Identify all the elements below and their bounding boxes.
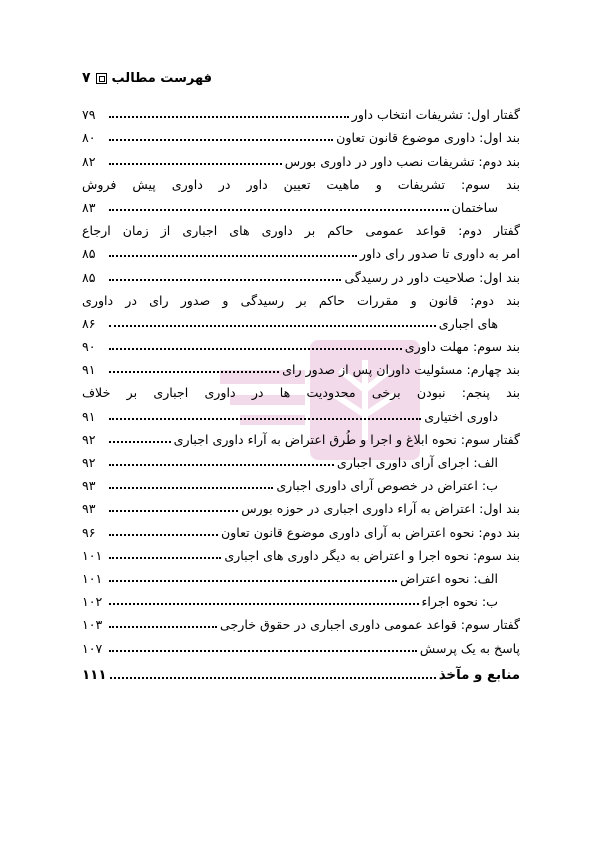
toc-entry [82, 100, 520, 123]
toc-entry [82, 170, 520, 193]
dot-leader [109, 371, 279, 373]
dot-leader [109, 279, 341, 281]
toc-entry [82, 193, 520, 216]
toc-entry-title: بند چهارم: مسئولیت داوران پس از صدور رای [282, 362, 520, 378]
dot-leader [109, 441, 171, 443]
toc-entry [82, 517, 520, 540]
framed-square-icon [96, 73, 107, 84]
toc-page-number: ۱۰۳ [82, 617, 103, 633]
toc-page-number: ۹۱ [82, 362, 96, 378]
dot-leader [109, 626, 217, 628]
toc-entry-title: بند سوم: تشریفات و ماهیت تعیین داور در داوری پیش فروش [82, 176, 520, 192]
toc-entry [82, 401, 520, 424]
toc-entry-title: الف: نحوه اعتراض [400, 570, 498, 586]
toc-entry [82, 610, 520, 633]
toc-page-number: ۱۰۷ [82, 640, 103, 656]
toc-entry-title: بند دوم: نحوه اعتراض به آرای داوری موضوع قانون تعاون [220, 524, 520, 540]
toc-entry [82, 378, 520, 401]
dot-leader [109, 163, 282, 165]
toc-entry-title: های اجباری [438, 315, 498, 331]
toc-entry-title: گفتار سوم: قواعد عمومی داوری اجباری در حقوق خارجی [220, 617, 520, 633]
running-header [82, 70, 212, 86]
toc-page-number: ۸۶ [82, 315, 96, 331]
toc-entry-title: بند پنجم: نبودن برخی محدودیت ها در داوری اجباری بر خلاف [82, 385, 520, 401]
toc-page-number: ۹۱ [82, 408, 96, 424]
toc-entry-title: منابع و مآخذ [438, 667, 520, 683]
toc-entry [82, 286, 520, 309]
toc-entry-title: ب: اعتراض در خصوص آرای داوری اجباری [276, 478, 498, 494]
toc-entry [82, 471, 520, 494]
toc-entry-title: بند سوم: مهلت داوری [404, 339, 520, 355]
toc-entry [82, 425, 520, 448]
toc-entry-title: داوری اختیاری [424, 408, 498, 424]
toc-page-number: ۹۶ [82, 524, 96, 540]
toc-page-number: ۱۰۲ [82, 594, 103, 610]
toc-entry-title: گفتار اول: تشریفات انتخاب داور [351, 107, 520, 123]
dot-leader [109, 650, 417, 652]
dot-leader [109, 139, 333, 141]
page-number: ۷ [82, 70, 91, 86]
toc-entry [82, 494, 520, 517]
toc-entry [82, 541, 520, 564]
dot-leader [109, 487, 273, 489]
dot-leader [109, 116, 349, 118]
header-title: فهرست مطالب [111, 70, 213, 86]
dot-leader [109, 603, 419, 605]
toc-page-number: ۹۲ [82, 431, 96, 447]
toc-page-number: ۹۲ [82, 455, 96, 470]
toc-entry-title: بند سوم: نحوه اجرا و اعتراض به دیگر داوری های اجباری [224, 547, 520, 563]
toc-entry [82, 146, 520, 169]
toc-entry [82, 216, 520, 239]
toc-entry-title: گفتار سوم: نحوه ابلاغ و اجرا و طُرق اعتراض به آراء داوری اجباری [173, 431, 520, 447]
toc-page-number: ۸۵ [82, 269, 96, 285]
toc-entry [82, 448, 520, 471]
toc-entry [82, 332, 520, 355]
toc-page-number: ۸۰ [82, 130, 96, 146]
toc-page-number: ۹۳ [82, 478, 96, 494]
toc-entry-title: پاسخ به یک پرسش [419, 640, 520, 656]
toc-entry [82, 564, 520, 587]
dot-leader [109, 418, 421, 420]
dot-leader [109, 209, 449, 211]
toc-page-number: ۱۰۱ [82, 547, 103, 563]
dot-leader [109, 534, 218, 536]
toc-entry [82, 633, 520, 656]
dot-leader [110, 677, 436, 679]
toc-entry-title: بند دوم: تشریفات نصب داور در داوری بورس [284, 153, 520, 169]
toc-entry [82, 262, 520, 285]
toc-entry [82, 355, 520, 378]
toc-entry-title: گفتار دوم: قواعد عمومی حاکم بر داوری های اجباری از زمان ارجاع [82, 223, 520, 239]
toc-entry-title: بند دوم: قانون و مقررات حاکم بر رسیدگی و صدور رای در داوری [82, 292, 520, 308]
toc-page-number: ۹۰ [82, 339, 96, 355]
toc-entry-title: بند اول: اعتراض به آراء داوری اجباری در حوزه بورس [241, 501, 520, 517]
toc-entry [82, 309, 520, 332]
toc-page-number: ۸۳ [82, 199, 96, 215]
toc-entry-title: امر به داوری تا صدور رای داور [359, 246, 520, 262]
dot-leader [109, 580, 397, 582]
toc-entry [82, 123, 520, 146]
toc-page-number: ۱۰۱ [82, 570, 103, 586]
toc-page-number: ۹۳ [82, 501, 96, 517]
dot-leader [109, 325, 436, 327]
toc-entry-title: الف: اجرای آرای داوری اجباری [336, 455, 498, 470]
toc-entry [82, 661, 520, 684]
toc-entry [82, 239, 520, 262]
toc-page-number: ۸۵ [82, 246, 96, 262]
toc-page-number: ۱۱۱ [82, 667, 107, 683]
toc-entry-title: ب: نحوه اجراء [421, 594, 498, 610]
dot-leader [109, 557, 221, 559]
toc-entry-title: بند اول: داوری موضوع قانون تعاون [336, 130, 520, 146]
toc-entry [82, 587, 520, 610]
dot-leader [109, 510, 238, 512]
toc-page-number: ۸۲ [82, 153, 96, 169]
table-of-contents [82, 100, 520, 684]
dot-leader [109, 255, 357, 257]
toc-page-number: ۷۹ [82, 107, 96, 123]
dot-leader [109, 348, 402, 350]
toc-entry-title: ساختمان [451, 199, 498, 215]
toc-entry-title: بند اول: صلاحیت داور در رسیدگی [344, 269, 520, 285]
dot-leader [109, 464, 334, 466]
